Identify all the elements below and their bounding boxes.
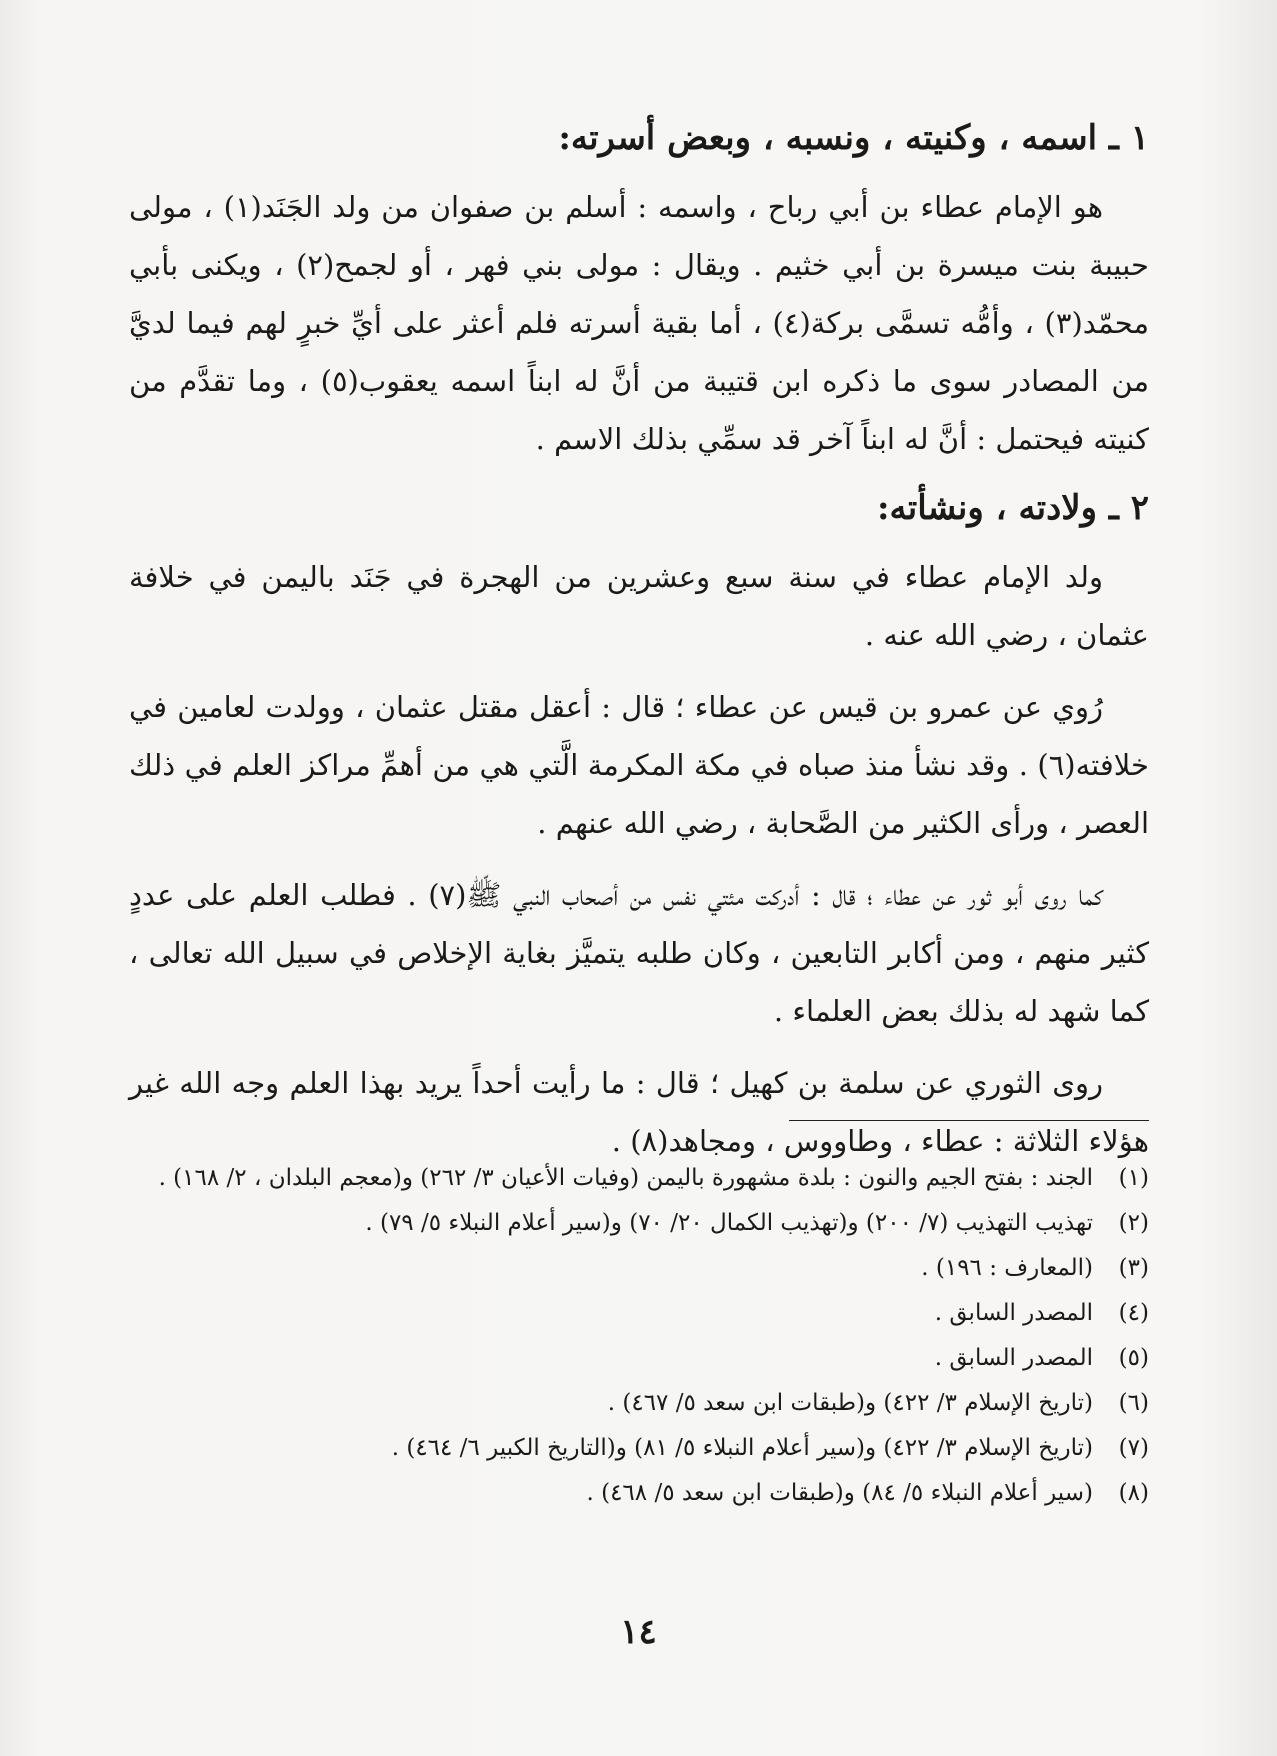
paragraph: روى الثوري عن سلمة بن كهيل ؛ قال : ما رأيت أحداً يريد بهذا العلم وجه الله غير هؤلاء الثلاثة : عطاء ، وطاووس ، ومجاهد(٨) . [129, 1066, 1149, 1158]
footnote-item [129, 1203, 1149, 1243]
main-text [129, 112, 1149, 1184]
footnote-number: (٨) [1118, 1480, 1149, 1506]
footnote-text: المصدر السابق . [934, 1345, 1093, 1371]
footnote-text: (المعارف : ١٩٦) . [921, 1255, 1093, 1281]
footnote-text: (سير أعلام النبلاء ٥/ ٨٤) و(طبقات ابن سعد ٥/ ٤٦٨) . [586, 1480, 1093, 1506]
footnote-item [129, 1383, 1149, 1423]
footnote-text: (تاريخ الإسلام ٣/ ٤٢٢) و(طبقات ابن سعد ٥/ ٤٦٧) . [607, 1390, 1093, 1416]
footnote-text: الجند : بفتح الجيم والنون : بلدة مشهورة باليمن (وفيات الأعيان ٣/ ٢٦٢) و(معجم البلدان ، ٢/ ١٦٨) . [158, 1165, 1093, 1191]
section-heading-birth: ٢ ـ ولادته ، ونشأته: [876, 488, 1149, 528]
footnote-text: المصدر السابق . [934, 1300, 1093, 1326]
footnote-item [129, 1293, 1149, 1333]
footnote-item [129, 1248, 1149, 1288]
footnotes-list [129, 1158, 1149, 1518]
footnote-number: (٤) [1118, 1300, 1149, 1326]
footnote-item [129, 1473, 1149, 1513]
footnote-text: (تاريخ الإسلام ٣/ ٤٢٢) و(سير أعلام النبلاء ٥/ ٨١) و(التاريخ الكبير ٦/ ٤٦٤) . [391, 1435, 1093, 1461]
paragraph: كما روى أبو ثور عن عطاء ؛ قال : أدركت مئتي نفس من أصحاب النبي ﷺ(٧) . فطلب العلم على عددٍ كثير منهم ، ومن أكابر التابعين ، وكان طلبه يتميَّز بغاية الإخلاص في سبيل الله تعالى ، كما شهد له بذلك بعض العلماء . [129, 878, 1149, 1028]
paragraph: رُوي عن عمرو بن قيس عن عطاء ؛ قال : أعقل مقتل عثمان ، وولدت لعامين في خلافته(٦) . وقد نشأ منذ صباه في مكة المكرمة الَّتي هي من أهمِّ مراكز العلم في ذلك العصر ، ورأى الكثير من الصَّحابة ، رضي الله عنهم . [129, 690, 1149, 840]
page-number: ١٤ [620, 1612, 657, 1652]
footnote-item [129, 1338, 1149, 1378]
footnote-number: (٣) [1118, 1255, 1149, 1281]
footnote-number: (٦) [1118, 1390, 1149, 1416]
footnote-item [129, 1428, 1149, 1468]
section-heading-name: ١ ـ اسمه ، وكنيته ، ونسبه ، وبعض أسرته: [558, 118, 1149, 158]
footnote-text: تهذيب التهذيب (٧/ ٢٠٠) و(تهذيب الكمال ٢٠/ ٧٠) و(سير أعلام النبلاء ٥/ ٧٩) . [365, 1210, 1093, 1236]
footnote-number: (١) [1118, 1165, 1149, 1191]
footnote-number: (٢) [1118, 1210, 1149, 1236]
paragraph: هو الإمام عطاء بن أبي رباح ، واسمه : أسلم بن صفوان من ولد الجَنَد(١) ، مولى حبيبة بنت ميسرة بن أبي خثيم . ويقال : مولى بني فهر ، أو لجمح(٢) ، ويكنى بأبي محمّد(٣) ، وأمُّه تسمَّى بركة(٤) ، أما بقية أسرته فلم أعثر على أيِّ خبرٍ لهم فيما لديَّ من المصادر سوى ما ذكره ابن قتيبة من أنَّ له ابناً اسمه يعقوب(٥) ، وما تقدَّم من كنيته فيحتمل : أنَّ له ابناً آخر قد سمِّي بذلك الاسم . [129, 190, 1150, 456]
footnote-divider [789, 1120, 1149, 1121]
paragraph: ولد الإمام عطاء في سنة سبع وعشرين من الهجرة في جَنَد باليمن في خلافة عثمان ، رضي الله عنه . [129, 560, 1149, 652]
footnote-item [129, 1158, 1149, 1198]
footnote-number: (٧) [1118, 1435, 1149, 1461]
footnote-number: (٥) [1118, 1345, 1149, 1371]
